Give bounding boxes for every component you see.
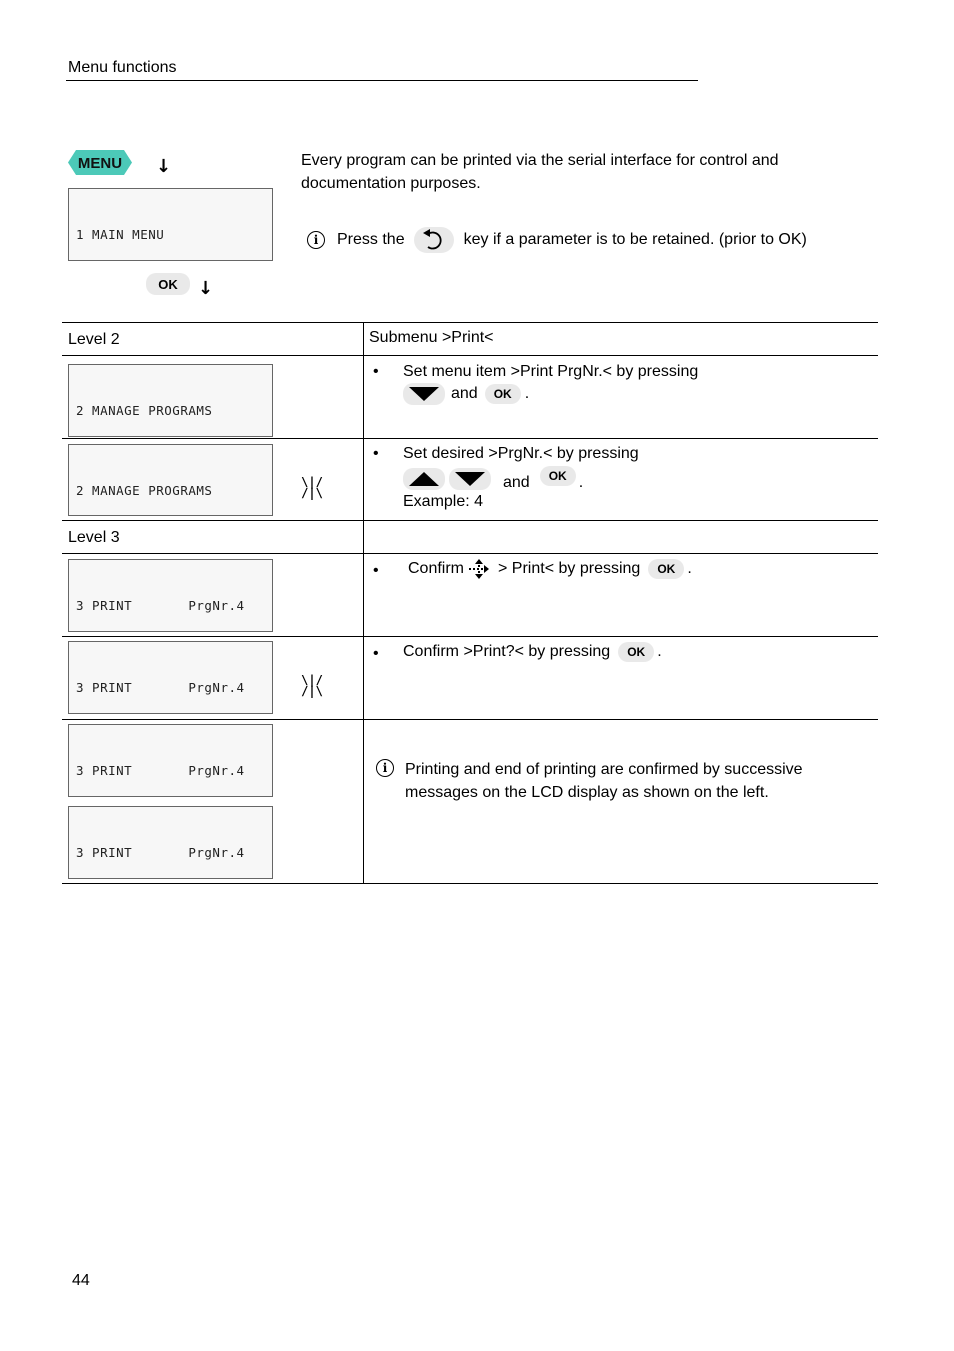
- ok-key-label: OK: [158, 276, 178, 292]
- lcd-line: 3 PRINT PrgNr.4: [76, 763, 245, 778]
- table-rule: [62, 719, 878, 720]
- lcd-line: 2 MANAGE PROGRAMS: [76, 483, 213, 498]
- step-text: Set desired >PrgNr.< by pressing: [403, 445, 639, 462]
- arrow-down-icon: ↓: [198, 278, 214, 299]
- back-arrow-icon: [412, 224, 456, 256]
- step-text: Set menu item >Print PrgNr.< by pressing: [403, 363, 699, 380]
- arrow-down-icon: ↓: [156, 156, 172, 177]
- step-text: Confirm >Print?< by pressing: [403, 643, 611, 660]
- step-keys: [403, 466, 583, 492]
- period: .: [524, 385, 530, 402]
- table-rule: [62, 883, 878, 884]
- page-header-title: Menu functions: [68, 59, 177, 76]
- table-rule: [62, 355, 878, 356]
- lcd-manage-programs: [68, 364, 273, 437]
- ok-key: [540, 466, 576, 486]
- submenu-label: Submenu >Print<: [369, 329, 494, 346]
- retain-note-prefix: Press the: [337, 231, 405, 248]
- intro-text: Every program can be printed via the serial interface for control and documentation purposes.: [301, 152, 779, 192]
- retain-note-suffix: key if a parameter is to be retained. (prior to OK): [463, 231, 807, 248]
- period: .: [657, 643, 662, 660]
- and-text: and: [503, 474, 530, 491]
- info-icon: i: [376, 759, 394, 777]
- bullet: •: [373, 562, 379, 579]
- triangle-up-icon: [409, 472, 439, 486]
- ok-key: [648, 559, 684, 579]
- lcd-line: 3 PRINT PrgNr.4: [76, 680, 245, 695]
- retain-note: [307, 224, 807, 256]
- lcd-printing: [68, 724, 273, 797]
- blinking-icon: \|/ /|\: [301, 475, 323, 500]
- page-number: 44: [72, 1272, 90, 1289]
- step-confirm-print-question: [403, 642, 662, 662]
- table-rule: [62, 636, 878, 637]
- and-text: and: [451, 385, 478, 402]
- cursor-arrows-icon: [468, 558, 490, 580]
- blinking-icon: \|/ /|\: [301, 673, 323, 698]
- step-text: > Print< by pressing: [498, 560, 641, 577]
- down-key: [449, 468, 491, 490]
- bullet: •: [373, 363, 379, 380]
- table-column-divider: [363, 322, 364, 883]
- lcd-line: 1 MAIN MENU: [76, 227, 165, 242]
- info-icon: i: [307, 231, 325, 249]
- menu-key-label: MENU: [77, 155, 123, 172]
- lcd-print: [68, 559, 273, 632]
- step-confirm-print: [408, 558, 692, 580]
- down-key: [403, 383, 445, 405]
- example-text: Example: 4: [403, 493, 484, 510]
- period: .: [578, 474, 584, 491]
- bullet: •: [373, 645, 379, 662]
- ok-key-label: OK: [493, 387, 512, 401]
- up-key: [403, 468, 445, 490]
- header-rule: [66, 80, 698, 81]
- printing-note: Printing and end of printing are confirmed by successive messages on the LCD display as shown on the left.: [405, 761, 803, 801]
- ok-key: [485, 384, 521, 404]
- lcd-line: 3 PRINT PrgNr.4: [76, 845, 245, 860]
- table-rule: [62, 520, 878, 521]
- triangle-down-icon: [455, 472, 485, 486]
- menu-key: [68, 150, 132, 175]
- table-rule: [62, 322, 878, 323]
- step-text: Confirm: [408, 560, 465, 577]
- lcd-line: 2 MANAGE PROGRAMS: [76, 403, 213, 418]
- lcd-main-menu: [68, 188, 273, 261]
- triangle-down-icon: [409, 387, 439, 401]
- step-keys: [403, 383, 529, 405]
- lcd-manage-programs-select: [68, 444, 273, 516]
- lcd-print-done: [68, 806, 273, 879]
- lcd-line: 3 PRINT PrgNr.4: [76, 598, 245, 613]
- lcd-print-confirm: [68, 641, 273, 714]
- period: .: [687, 560, 692, 577]
- back-key: [412, 224, 456, 256]
- ok-key-label: OK: [627, 645, 646, 659]
- ok-key: [618, 642, 654, 662]
- bullet: •: [373, 445, 379, 462]
- ok-key-label: OK: [548, 469, 567, 483]
- table-rule: [62, 553, 878, 554]
- table-rule: [62, 438, 878, 439]
- level-3-label: Level 3: [68, 529, 120, 546]
- ok-key-label: OK: [657, 562, 676, 576]
- level-2-label: Level 2: [68, 331, 120, 348]
- ok-key: [146, 273, 190, 295]
